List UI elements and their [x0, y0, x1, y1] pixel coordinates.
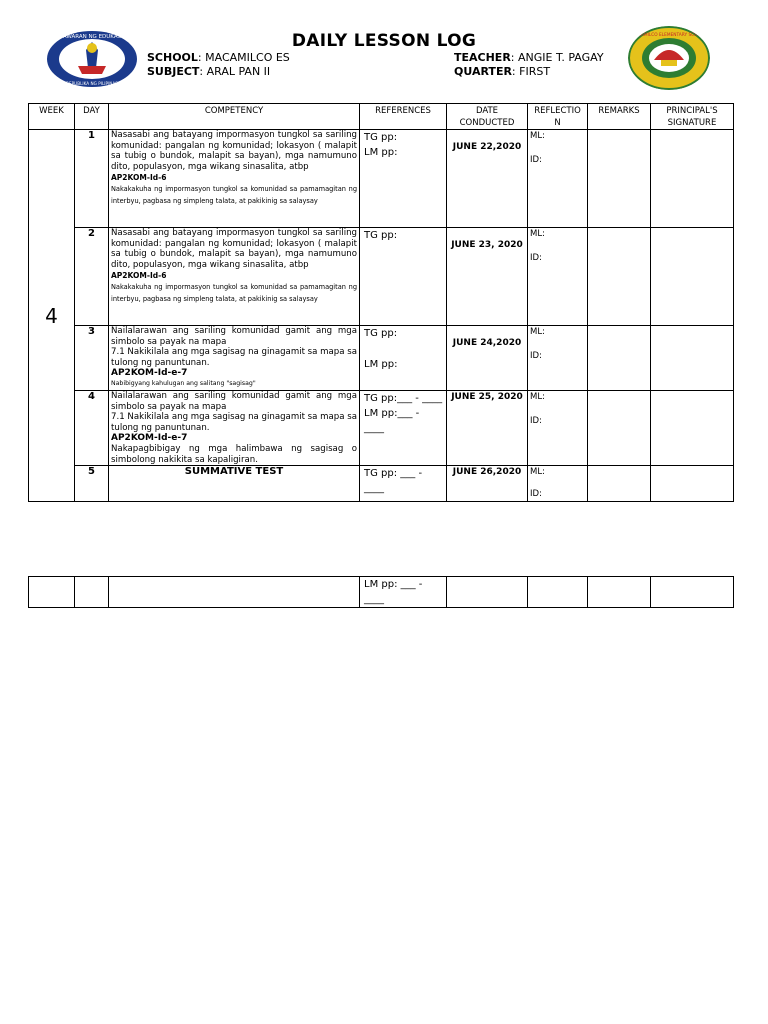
references-cell	[360, 326, 447, 391]
reflection-ml: ML:	[530, 392, 545, 402]
ref-tg: TG pp:	[364, 230, 398, 241]
remarks-cell	[588, 326, 651, 391]
remarks-cell	[588, 228, 651, 326]
header-principal-1: PRINCIPAL'S	[666, 106, 718, 116]
table-row	[29, 228, 734, 326]
signature-cell	[651, 577, 734, 608]
svg-text:KAGAWARAN NG EDUKASYON: KAGAWARAN NG EDUKASYON	[51, 34, 133, 40]
signature-cell	[651, 228, 734, 326]
day-number: 5	[75, 466, 109, 502]
competency-cell	[109, 577, 360, 608]
table-row	[29, 466, 734, 502]
subject-line	[147, 65, 270, 79]
remarks-cell	[588, 130, 651, 228]
header-remarks: REMARKS	[588, 104, 651, 130]
reflection-id: ID:	[530, 489, 542, 499]
signature-cell	[651, 326, 734, 391]
ref-lm: LM pp: ___ -	[364, 579, 423, 590]
date-conducted: JUNE 24,2020	[447, 326, 528, 391]
quarter-line	[454, 65, 550, 79]
subject-label: SUBJECT	[147, 65, 200, 78]
day-number: 3	[75, 326, 109, 391]
header-reflection	[528, 104, 588, 130]
header-date-2: CONDUCTED	[459, 118, 515, 128]
ref-lm: LM pp:___ -	[364, 408, 420, 419]
reflection-ml: ML:	[530, 327, 545, 337]
reflection-cell	[528, 228, 588, 326]
references-cell	[360, 391, 447, 466]
ref-lm-cont: ____	[364, 594, 384, 605]
competency-text: Nasasabi ang batayang impormasyon tungkol sa sariling komunidad: pangalan ng komunidad; lokasyon ( malapit sa tubig o bundok, malapit sa bayan), mga namumuno dito, populasyon, mga wikang sinasalita, atbp	[111, 228, 357, 270]
date-conducted: JUNE 26,2020	[447, 466, 528, 502]
references-cell	[360, 228, 447, 326]
signature-cell	[651, 391, 734, 466]
references-cell	[360, 577, 447, 608]
references-cell	[360, 466, 447, 502]
day-number: 2	[75, 228, 109, 326]
week-number: 4	[29, 130, 75, 502]
school-line	[147, 51, 290, 65]
date-conducted: JUNE 23, 2020	[447, 228, 528, 326]
reflection-id: ID:	[530, 155, 542, 165]
header-references: REFERENCES	[360, 104, 447, 130]
header-reflection-1: REFLECTIO	[534, 106, 581, 116]
reflection-ml: ML:	[530, 131, 545, 141]
ref-tg: TG pp:	[364, 132, 398, 143]
date-cell	[447, 577, 528, 608]
teacher-value: : ANGIE T. PAGAY	[510, 51, 604, 64]
reflection-id: ID:	[530, 416, 542, 426]
page-title: DAILY LESSON LOG	[291, 31, 477, 51]
school-label: SCHOOL	[147, 51, 198, 64]
header-week: WEEK	[29, 104, 75, 130]
svg-text:REPUBLIKA NG PILIPINAS: REPUBLIKA NG PILIPINAS	[66, 81, 118, 86]
reflection-id: ID:	[530, 351, 542, 361]
competency-note: Nakapagbibigay ng mga halimbawa ng sagisag o simbolong nakikita sa kapaligiran.	[111, 444, 357, 465]
competency-code: AP2KOM-Id-e-7	[111, 433, 188, 443]
ref-tg: TG pp:___ - ____	[364, 393, 443, 404]
reflection-cell	[528, 326, 588, 391]
competency-code: AP2KOM-Id-6	[111, 173, 167, 182]
header-date	[447, 104, 528, 130]
table-header-row	[29, 104, 734, 130]
reflection-id: ID:	[530, 253, 542, 263]
header-principal-2: SIGNATURE	[667, 118, 717, 128]
references-cell	[360, 130, 447, 228]
competency-note: Nakakakuha ng impormasyon tungkol sa komunidad sa pamamagitan ng interbyu, pagbasa ng simpleng talata, at pakikinig sa salaysay	[111, 283, 357, 303]
quarter-value: : FIRST	[511, 65, 551, 78]
reflection-cell	[528, 466, 588, 502]
signature-cell	[651, 466, 734, 502]
header-principal	[651, 104, 734, 130]
school-value: : MACAMILCO ES	[197, 51, 290, 64]
continuation-table	[28, 576, 734, 608]
table-row	[29, 326, 734, 391]
competency-note: Nabibigyang kahulugan ang salitang "sagisag"	[111, 380, 256, 387]
subject-value: : ARAL PAN II	[199, 65, 271, 78]
remarks-cell	[588, 577, 651, 608]
table-row	[29, 391, 734, 466]
competency-cell: SUMMATIVE TEST	[109, 466, 360, 502]
week-cell	[29, 577, 75, 608]
ref-tg: TG pp:	[364, 328, 398, 339]
competency-text: Nailalarawan ang sariling komunidad gamit ang mga simbolo sa payak na mapa	[111, 326, 357, 347]
header-date-1: DATE	[475, 106, 499, 116]
reflection-cell	[528, 130, 588, 228]
ref-lm: LM pp:	[364, 147, 398, 158]
competency-cell	[109, 391, 360, 466]
date-conducted: JUNE 25, 2020	[447, 391, 528, 466]
day-number: 1	[75, 130, 109, 228]
date-conducted: JUNE 22,2020	[447, 130, 528, 228]
competency-cell	[109, 326, 360, 391]
day-cell	[75, 577, 109, 608]
competency-subtext: 7.1 Nakikilala ang mga sagisag na ginagamit sa mapa sa tulong ng panuntunan.	[111, 412, 357, 433]
competency-text: Nasasabi ang batayang impormasyon tungkol sa sariling komunidad: pangalan ng komunidad; lokasyon ( malapit sa tubig o bundok, malapit sa bayan), mga namumuno dito, populasyon, mga wikang sinasalita, atbp	[111, 130, 357, 172]
day-number: 4	[75, 391, 109, 466]
ref-lm-cont: ____	[364, 423, 384, 434]
header-day: DAY	[75, 104, 109, 130]
ref-lm: LM pp:	[364, 359, 398, 370]
table-row	[29, 130, 734, 228]
reflection-cell	[528, 391, 588, 466]
remarks-cell	[588, 391, 651, 466]
competency-cell	[109, 228, 360, 326]
header-reflection-2: N	[554, 118, 561, 128]
competency-code: AP2KOM-Id-e-7	[111, 368, 188, 378]
reflection-cell	[528, 577, 588, 608]
lesson-log-table	[28, 103, 734, 502]
quarter-label: QUARTER	[454, 65, 512, 78]
table-row	[29, 577, 734, 608]
competency-subtext: 7.1 Nakikilala ang mga sagisag na ginagamit sa mapa sa tulong ng panuntunan.	[111, 347, 357, 368]
competency-code: AP2KOM-Id-6	[111, 271, 167, 280]
ref-tg-cont: ____	[364, 483, 384, 494]
header-competency: COMPETENCY	[109, 104, 360, 130]
competency-cell	[109, 130, 360, 228]
teacher-label: TEACHER	[454, 51, 511, 64]
remarks-cell	[588, 466, 651, 502]
signature-cell	[651, 130, 734, 228]
teacher-line	[454, 51, 604, 65]
reflection-ml: ML:	[530, 467, 545, 477]
reflection-ml: ML:	[530, 229, 545, 239]
svg-text:MACAMILCO ELEMENTARY SCHOOL: MACAMILCO ELEMENTARY SCHOOL	[631, 33, 707, 38]
competency-text: Nailalarawan ang sariling komunidad gamit ang mga simbolo sa payak na mapa	[111, 391, 357, 412]
ref-tg: TG pp: ___ -	[364, 468, 423, 479]
competency-note: Nakakakuha ng impormasyon tungkol sa komunidad sa pamamagitan ng interbyu, pagbasa ng simpleng talata, at pakikinig sa salaysay	[111, 185, 357, 205]
